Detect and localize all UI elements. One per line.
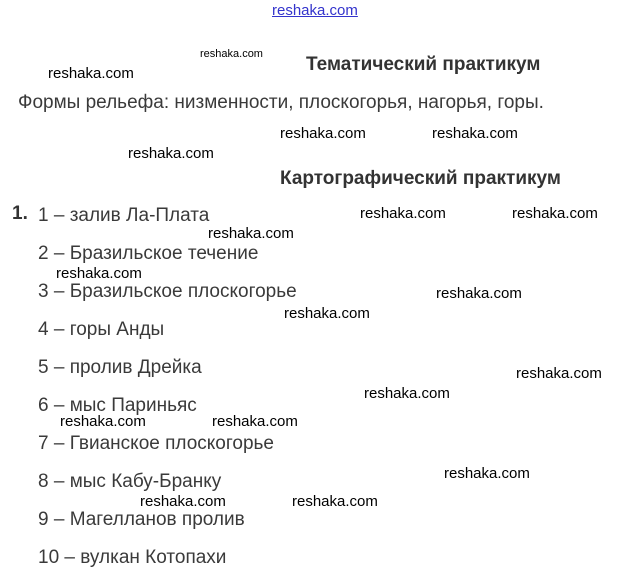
watermark: reshaka.com [284,305,370,322]
watermark: reshaka.com [516,365,602,382]
thematic-text: Формы рельефа: низменности, плоскогорья, нагорья, горы. [18,92,544,113]
list-item: 1 – залив Ла-Плата [38,205,210,226]
watermark: reshaka.com [212,413,298,430]
watermark: reshaka.com [128,145,214,162]
watermark: reshaka.com [432,125,518,142]
list-item: 4 – горы Анды [38,319,165,340]
watermark: reshaka.com [444,465,530,482]
watermark: reshaka.com [48,65,134,82]
watermark: reshaka.com [56,265,142,282]
task-number: 1. [12,203,28,224]
list-item: 8 – мыс Кабу-Бранку [38,471,222,492]
watermark: reshaka.com [280,125,366,142]
thematic-heading: Тематический практикум [306,54,541,75]
watermark: reshaka.com [208,225,294,242]
list-item: 7 – Гвианское плоскогорье [38,433,274,454]
watermark: reshaka.com [292,493,378,510]
cartographic-heading: Картографический практикум [280,168,561,189]
watermark: reshaka.com [60,413,146,430]
watermark: reshaka.com [200,48,263,60]
watermark: reshaka.com [140,493,226,510]
watermark: reshaka.com [512,205,598,222]
watermark: reshaka.com [436,285,522,302]
list-item: 10 – вулкан Котопахи [38,547,227,568]
list-item: 5 – пролив Дрейка [38,357,202,378]
watermark: reshaka.com [360,205,446,222]
site-link[interactable]: reshaka.com [272,2,358,19]
list-item: 6 – мыс Париньяс [38,395,197,416]
list-item: 3 – Бразильское плоскогорье [38,281,297,302]
watermark: reshaka.com [364,385,450,402]
list-item: 9 – Магелланов пролив [38,509,245,530]
list-item: 2 – Бразильское течение [38,243,259,264]
